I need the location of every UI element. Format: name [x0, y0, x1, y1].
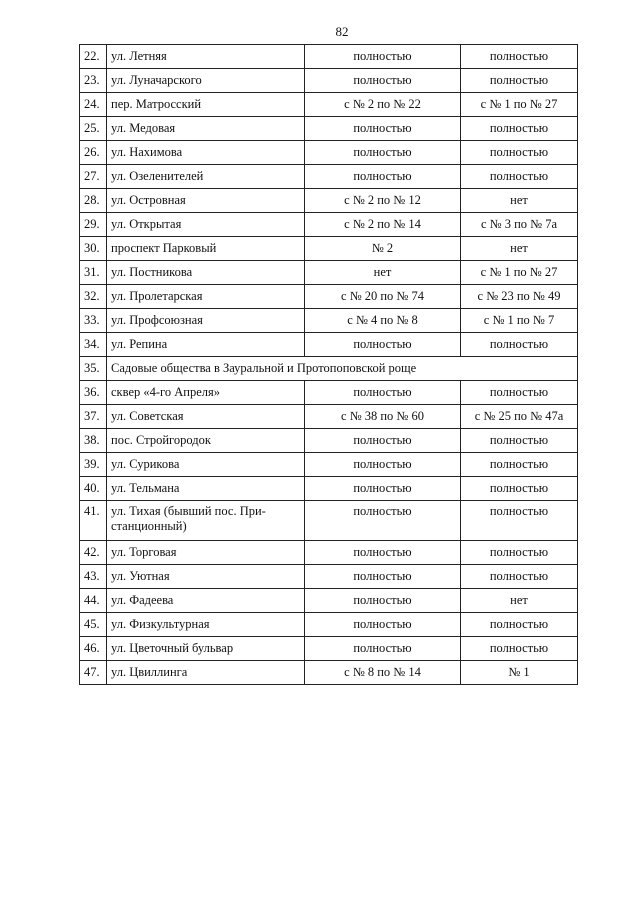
- odd-side-cell: полностью: [461, 501, 578, 541]
- row-number: 41.: [80, 501, 107, 541]
- street-name: ул. Тельмана: [107, 477, 305, 501]
- odd-side-cell: полностью: [461, 429, 578, 453]
- even-side-cell: с № 2 по № 22: [305, 93, 461, 117]
- table-row: [80, 381, 578, 405]
- street-name: ул. Открытая: [107, 213, 305, 237]
- even-side-cell: с № 2 по № 14: [305, 213, 461, 237]
- table-row: [80, 309, 578, 333]
- even-side-cell: полностью: [305, 45, 461, 69]
- table-row: [80, 213, 578, 237]
- odd-side-cell: нет: [461, 189, 578, 213]
- row-number: 25.: [80, 117, 107, 141]
- odd-side-cell: полностью: [461, 565, 578, 589]
- even-side-cell: № 2: [305, 237, 461, 261]
- even-side-cell: с № 2 по № 12: [305, 189, 461, 213]
- street-name: ул. Постникова: [107, 261, 305, 285]
- even-side-cell: полностью: [305, 501, 461, 541]
- table-row: [80, 541, 578, 565]
- street-name: ул. Физкультурная: [107, 613, 305, 637]
- odd-side-cell: полностью: [461, 141, 578, 165]
- street-name: ул. Фадеева: [107, 589, 305, 613]
- odd-side-cell: полностью: [461, 477, 578, 501]
- row-number: 39.: [80, 453, 107, 477]
- table-row: [80, 237, 578, 261]
- row-number: 24.: [80, 93, 107, 117]
- table-row: [80, 357, 578, 381]
- even-side-cell: полностью: [305, 141, 461, 165]
- odd-side-cell: нет: [461, 237, 578, 261]
- table-row: [80, 565, 578, 589]
- table-row: [80, 453, 578, 477]
- row-number: 29.: [80, 213, 107, 237]
- even-side-cell: полностью: [305, 565, 461, 589]
- table-row: [80, 429, 578, 453]
- streets-table: [79, 44, 578, 685]
- table-row: [80, 477, 578, 501]
- row-number: 33.: [80, 309, 107, 333]
- table-row: [80, 165, 578, 189]
- odd-side-cell: полностью: [461, 165, 578, 189]
- street-name: ул. Медовая: [107, 117, 305, 141]
- table-body: [80, 45, 578, 685]
- odd-side-cell: полностью: [461, 69, 578, 93]
- odd-side-cell: нет: [461, 589, 578, 613]
- row-number: 31.: [80, 261, 107, 285]
- table-row: [80, 117, 578, 141]
- street-name: Садовые общества в Зауральной и Протопоповской роще: [107, 357, 578, 381]
- row-number: 47.: [80, 661, 107, 685]
- table-row: [80, 69, 578, 93]
- table-row: [80, 501, 578, 541]
- street-name: ул. Уютная: [107, 565, 305, 589]
- street-name: пос. Стройгородок: [107, 429, 305, 453]
- even-side-cell: полностью: [305, 69, 461, 93]
- street-name: ул. Цвиллинга: [107, 661, 305, 685]
- row-number: 38.: [80, 429, 107, 453]
- row-number: 23.: [80, 69, 107, 93]
- even-side-cell: с № 20 по № 74: [305, 285, 461, 309]
- table-row: [80, 613, 578, 637]
- row-number: 34.: [80, 333, 107, 357]
- even-side-cell: полностью: [305, 429, 461, 453]
- even-side-cell: полностью: [305, 477, 461, 501]
- row-number: 36.: [80, 381, 107, 405]
- row-number: 46.: [80, 637, 107, 661]
- row-number: 30.: [80, 237, 107, 261]
- even-side-cell: полностью: [305, 453, 461, 477]
- street-name: ул. Цветочный бульвар: [107, 637, 305, 661]
- row-number: 26.: [80, 141, 107, 165]
- street-name: проспект Парковый: [107, 237, 305, 261]
- table-row: [80, 661, 578, 685]
- row-number: 22.: [80, 45, 107, 69]
- odd-side-cell: полностью: [461, 541, 578, 565]
- table-row: [80, 405, 578, 429]
- odd-side-cell: с № 23 по № 49: [461, 285, 578, 309]
- table-row: [80, 261, 578, 285]
- row-number: 37.: [80, 405, 107, 429]
- table-row: [80, 637, 578, 661]
- row-number: 40.: [80, 477, 107, 501]
- odd-side-cell: полностью: [461, 117, 578, 141]
- even-side-cell: нет: [305, 261, 461, 285]
- street-name: ул. Репина: [107, 333, 305, 357]
- odd-side-cell: полностью: [461, 613, 578, 637]
- odd-side-cell: с № 1 по № 27: [461, 93, 578, 117]
- odd-side-cell: полностью: [461, 45, 578, 69]
- table-row: [80, 45, 578, 69]
- odd-side-cell: полностью: [461, 333, 578, 357]
- street-name: пер. Матросский: [107, 93, 305, 117]
- street-name: ул. Сурикова: [107, 453, 305, 477]
- even-side-cell: с № 4 по № 8: [305, 309, 461, 333]
- even-side-cell: полностью: [305, 637, 461, 661]
- row-number: 44.: [80, 589, 107, 613]
- table-row: [80, 285, 578, 309]
- odd-side-cell: с № 3 по № 7а: [461, 213, 578, 237]
- even-side-cell: с № 38 по № 60: [305, 405, 461, 429]
- street-name: ул. Озеленителей: [107, 165, 305, 189]
- even-side-cell: полностью: [305, 333, 461, 357]
- table-row: [80, 189, 578, 213]
- row-number: 28.: [80, 189, 107, 213]
- even-side-cell: полностью: [305, 589, 461, 613]
- even-side-cell: полностью: [305, 117, 461, 141]
- street-name: ул. Луначарского: [107, 69, 305, 93]
- table-row: [80, 589, 578, 613]
- row-number: 35.: [80, 357, 107, 381]
- street-name: сквер «4-го Апреля»: [107, 381, 305, 405]
- odd-side-cell: полностью: [461, 453, 578, 477]
- street-name: ул. Торговая: [107, 541, 305, 565]
- street-name: ул. Островная: [107, 189, 305, 213]
- odd-side-cell: с № 1 по № 27: [461, 261, 578, 285]
- street-name: ул. Тихая (бывший пос. При-станционный): [107, 501, 305, 541]
- even-side-cell: полностью: [305, 613, 461, 637]
- even-side-cell: полностью: [305, 165, 461, 189]
- even-side-cell: полностью: [305, 381, 461, 405]
- odd-side-cell: полностью: [461, 637, 578, 661]
- row-number: 32.: [80, 285, 107, 309]
- odd-side-cell: полностью: [461, 381, 578, 405]
- row-number: 27.: [80, 165, 107, 189]
- table-row: [80, 93, 578, 117]
- even-side-cell: с № 8 по № 14: [305, 661, 461, 685]
- street-name: ул. Нахимова: [107, 141, 305, 165]
- page-number: 82: [335, 24, 349, 39]
- street-name: ул. Летняя: [107, 45, 305, 69]
- row-number: 42.: [80, 541, 107, 565]
- table-row: [80, 141, 578, 165]
- odd-side-cell: № 1: [461, 661, 578, 685]
- street-name: ул. Профсоюзная: [107, 309, 305, 333]
- even-side-cell: полностью: [305, 541, 461, 565]
- odd-side-cell: с № 25 по № 47а: [461, 405, 578, 429]
- street-name: ул. Пролетарская: [107, 285, 305, 309]
- row-number: 43.: [80, 565, 107, 589]
- row-number: 45.: [80, 613, 107, 637]
- odd-side-cell: с № 1 по № 7: [461, 309, 578, 333]
- table-row: [80, 333, 578, 357]
- street-name: ул. Советская: [107, 405, 305, 429]
